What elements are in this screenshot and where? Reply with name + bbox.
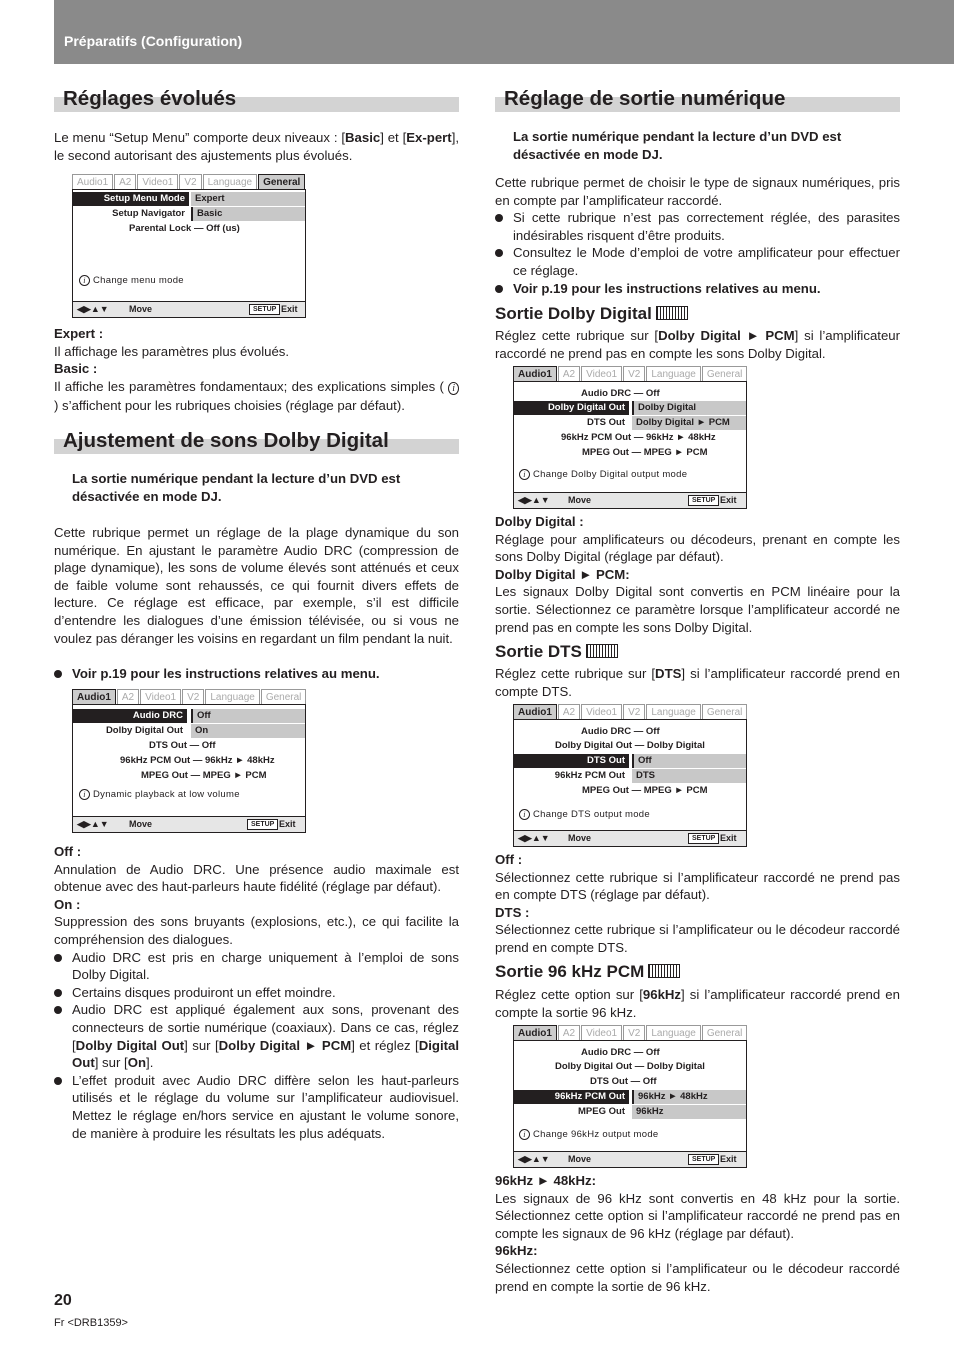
menu-row-value: DTS xyxy=(632,769,746,783)
desc-off: Sélectionnez cette rubrique si l’amplificateur raccordé ne prend pas en compte DTS (réglage par défaut). xyxy=(495,869,900,903)
text: Le menu “Setup Menu” comporte deux niveaux : [ xyxy=(54,130,346,145)
menu-row: MPEG Out — MPEG ► PCM xyxy=(582,447,708,458)
tab-v2: V2 xyxy=(182,689,204,705)
term-96khz: 96kHz: xyxy=(495,1243,538,1259)
text: Réglez cette option sur [ xyxy=(495,987,643,1002)
normal-mode-icon xyxy=(656,306,688,320)
menu-row: Audio DRC — Off xyxy=(581,1047,660,1058)
menu-row-value: Off xyxy=(632,754,746,768)
pcm-definitions xyxy=(495,1172,900,1295)
arrows-icon: ◀▶▲▼ xyxy=(77,304,109,314)
exit-label: Exit xyxy=(279,819,296,829)
tab-audio1: Audio1 xyxy=(72,174,113,190)
tab-language: Language xyxy=(203,174,258,190)
text: Il affiche les paramètres fondamentaux; des explications simples ( xyxy=(54,378,449,394)
text: Dolby Digital ► PCM xyxy=(218,1037,352,1053)
info-line xyxy=(519,466,687,484)
menu-row-label: Setup Menu Mode xyxy=(73,192,189,206)
menu-row: MPEG Out — MPEG ► PCM xyxy=(582,785,708,796)
screen-bottom-bar xyxy=(514,492,746,508)
screen-bottom-bar xyxy=(73,816,305,832)
text: Réglez cette rubrique sur [ xyxy=(495,328,659,343)
dj-warning: La sortie numérique pendant la lecture d’un DVD est désactivée en mode DJ. xyxy=(513,129,842,162)
menu-row: Dolby Digital Out — Dolby Digital xyxy=(555,740,705,751)
menu-row-value: Off xyxy=(191,709,305,723)
page-number: 20 xyxy=(54,1292,72,1309)
text: DTS xyxy=(655,666,682,681)
tab-v2: V2 xyxy=(623,704,645,720)
tab-audio1: Audio1 xyxy=(72,689,116,705)
menu-row-label: Dolby Digital Out xyxy=(105,725,183,736)
dj-warning: La sortie numérique pendant la lecture d’un DVD est désactivée en mode DJ. xyxy=(72,471,401,504)
menu-row-label: DTS Out xyxy=(514,754,629,768)
menu-row-label: Setup Navigator xyxy=(112,208,185,219)
desc-96khz: Sélectionnez cette option si l’amplificateur ou le décodeur raccordé prend en compte la sortie de 96 kHz. xyxy=(495,1260,900,1294)
text: ] si l’amplificateur raccordé ne prend pas en compte les sons Dolby Digital. xyxy=(495,328,901,361)
screen-bottom-bar xyxy=(514,1151,746,1167)
note-bullet: L’effet produit avec Audio DRC diffère selon les haut-parleurs utilisés et le réglage du volume sur l’amplificateur audiovisuel. Mettez le réglage en/hors service en ajustant le volume sonore, de manière à produire les résultats les plus adéquats. xyxy=(54,1072,459,1142)
info-text: Change 96kHz output mode xyxy=(533,1129,659,1140)
text: Sortie Dolby Digital xyxy=(495,304,652,323)
tab-general: General xyxy=(702,366,748,382)
move-label: Move xyxy=(129,819,153,829)
screen-tabs xyxy=(72,174,306,190)
dolby-out-definitions xyxy=(495,513,900,636)
info-icon: i xyxy=(519,1129,530,1140)
tab-audio1: Audio1 xyxy=(513,704,557,720)
term-on: On : xyxy=(54,896,81,912)
tab-language: Language xyxy=(205,689,260,705)
tab-general: General xyxy=(702,1025,748,1041)
screen-box xyxy=(513,719,747,847)
text: Sortie DTS xyxy=(495,642,582,661)
tab-a2: A2 xyxy=(558,1025,580,1041)
screen-tabs xyxy=(513,366,748,382)
setup-screen-dolby-out xyxy=(513,366,747,509)
dts-intro xyxy=(495,665,900,700)
menu-row-value: Expert xyxy=(191,192,305,206)
subtitle-dts-out xyxy=(495,642,618,662)
desc-dolby-digital: Réglage pour amplificateurs ou décodeurs, prenant en compte les sons Dolby Digital (réglage par défaut). xyxy=(495,531,900,565)
menu-row: Parental Lock — Off (us) xyxy=(129,223,240,234)
tab-v2: V2 xyxy=(623,1025,645,1041)
desc-on: Suppression des sons bruyants (explosions, etc.), ce qui facilite la compréhension des dialogues. xyxy=(54,914,459,947)
screen-box xyxy=(72,704,306,833)
desc-expert: Il affichage les paramètres plus évolués. xyxy=(54,343,290,359)
section-title-dolby: Ajustement de sons Dolby Digital xyxy=(63,429,389,452)
exit-label: Exit xyxy=(281,304,298,314)
intro-text: Cette rubrique permet de choisir le type de signaux numériques, pris en compte par l’amplificateur raccordé. xyxy=(495,175,900,208)
tab-video1: Video1 xyxy=(581,704,622,720)
setup-screen-96khz-out xyxy=(513,1025,747,1168)
arrows-icon: ◀▶▲▼ xyxy=(518,1154,550,1164)
text: Dolby Digital Out xyxy=(75,1037,185,1053)
text: ) s’affichent pour les rubriques choisies (réglage par défaut). xyxy=(54,398,405,414)
term-off: Off : xyxy=(54,844,82,859)
note-bullet: Consultez le Mode d’emploi de votre amplificateur pour effectuer ce réglage. xyxy=(495,244,900,279)
tab-video1: Video1 xyxy=(581,1025,622,1041)
see-menu-note: Voir p.19 pour les instructions relatives au menu. xyxy=(495,280,900,298)
menu-row-value: 96kHz xyxy=(632,1105,746,1119)
info-text: Change menu mode xyxy=(93,275,184,286)
term-dolby-digital: Dolby Digital : xyxy=(495,514,584,529)
section-title-digital-out: Réglage de sortie numérique xyxy=(504,87,786,110)
tab-v2: V2 xyxy=(623,366,645,382)
menu-row: Audio DRC — Off xyxy=(581,726,660,737)
text: ] et [ xyxy=(380,130,407,145)
info-line xyxy=(79,786,240,804)
info-text: Dynamic playback at low volume xyxy=(93,789,240,800)
pcm-intro xyxy=(495,986,900,1021)
tab-a2: A2 xyxy=(114,174,136,190)
setup-button-icon: SETUP xyxy=(688,833,719,844)
info-line xyxy=(519,806,650,824)
header-bar xyxy=(54,0,954,64)
info-line xyxy=(519,1126,659,1144)
term-basic: Basic : xyxy=(54,361,98,377)
tab-a2: A2 xyxy=(558,704,580,720)
advanced-definitions xyxy=(54,325,459,415)
setup-screen-audio-drc xyxy=(72,689,306,833)
subtitle-96khz-out xyxy=(495,962,680,982)
info-icon: i xyxy=(79,275,90,286)
menu-row: MPEG Out — MPEG ► PCM xyxy=(141,770,267,781)
menu-row-label: Dolby Digital Out xyxy=(514,401,629,415)
menu-row-value: Dolby Digital ► PCM xyxy=(632,416,746,430)
text: ], le second autorisant des ajustements plus évolués. xyxy=(54,130,460,163)
tab-audio1: Audio1 xyxy=(513,366,557,382)
menu-row: Dolby Digital Out — Dolby Digital xyxy=(555,1061,705,1072)
note-bullet: Audio DRC est pris en charge uniquement à l’emploi de sons Dolby Digital. xyxy=(54,949,459,984)
info-icon: i xyxy=(519,809,530,820)
menu-row-value: Basic xyxy=(191,207,305,221)
move-label: Move xyxy=(129,304,153,314)
tab-video1: Video1 xyxy=(137,174,178,190)
tab-general: General xyxy=(261,689,307,705)
text: ] si l’amplificateur raccordé prend en compte DTS. xyxy=(495,666,900,699)
tab-a2: A2 xyxy=(558,366,580,382)
term-dolby-pcm: Dolby Digital ► PCM: xyxy=(495,566,630,582)
setup-screen-general xyxy=(72,174,306,318)
tab-language: Language xyxy=(646,704,701,720)
screen-box xyxy=(513,1040,747,1168)
tab-general: General xyxy=(258,174,305,190)
tab-language: Language xyxy=(646,366,701,382)
text: Basic xyxy=(345,130,381,145)
text: Dolby Digital ► PCM xyxy=(658,328,795,343)
section-title-advanced: Réglages évolués xyxy=(63,87,237,110)
screen-tabs xyxy=(513,704,748,720)
menu-row: 96kHz PCM Out — 96kHz ► 48kHz xyxy=(120,755,275,766)
exit-label: Exit xyxy=(720,833,737,843)
dts-definitions xyxy=(495,851,900,957)
screen-tabs xyxy=(513,1025,748,1041)
desc-basic xyxy=(54,378,459,415)
screen-bottom-bar xyxy=(514,830,746,846)
menu-row-label: MPEG Out xyxy=(578,1106,625,1117)
menu-row: Audio DRC — Off xyxy=(581,388,660,399)
text: Audio DRC est appliqué également aux sons, provenant des connecteurs de sortie numérique (coaxiaux). Dans ce cas, réglez [ xyxy=(72,1002,459,1053)
text: ] sur [ xyxy=(94,1055,128,1071)
screen-box xyxy=(513,381,747,509)
arrows-icon: ◀▶▲▼ xyxy=(518,833,550,843)
tab-video1: Video1 xyxy=(581,366,622,382)
setup-button-icon: SETUP xyxy=(249,304,280,315)
menu-row: DTS Out — Off xyxy=(149,740,216,751)
desc-off: Annulation de Audio DRC. Une présence audio maximale est obtenue avec des haut-parleurs haute fidélité (réglage par défaut). xyxy=(54,861,459,895)
note-bullet: Si cette rubrique n’est pas correctement réglée, des parasites indésirables risquent d’être produits. xyxy=(495,209,900,244)
arrows-icon: ◀▶▲▼ xyxy=(518,495,550,505)
desc-dts: Sélectionnez cette rubrique si l’amplificateur ou le décodeur raccordé prend en compte DTS. xyxy=(495,922,900,955)
tab-video1: Video1 xyxy=(140,689,181,705)
menu-row-label: 96kHz PCM Out xyxy=(514,1090,629,1104)
tab-general: General xyxy=(702,704,748,720)
text: On xyxy=(127,1055,147,1071)
header-title: Préparatifs (Configuration) xyxy=(64,33,243,49)
term-96-to-48: 96kHz ► 48kHz: xyxy=(495,1173,597,1188)
screen-box xyxy=(72,189,306,318)
subtitle-dolby-out xyxy=(495,304,688,324)
setup-button-icon: SETUP xyxy=(688,495,719,506)
normal-mode-icon xyxy=(586,644,618,658)
screen-bottom-bar xyxy=(73,301,305,317)
dolby-out-intro xyxy=(495,327,900,362)
doc-code: Fr <DRB1359> xyxy=(54,1317,128,1329)
exit-label: Exit xyxy=(720,495,737,505)
info-icon: i xyxy=(448,382,459,395)
tab-audio1: Audio1 xyxy=(513,1025,557,1041)
info-line xyxy=(79,272,184,290)
screen-tabs xyxy=(72,689,307,705)
note-bullet xyxy=(54,1001,459,1071)
menu-row-value: 96kHz ► 48kHz xyxy=(632,1090,746,1104)
info-icon: i xyxy=(519,469,530,480)
menu-row-label: DTS Out xyxy=(587,417,625,428)
see-menu-note: Voir p.19 pour les instructions relatives au menu. xyxy=(54,665,459,683)
tab-a2: A2 xyxy=(117,689,139,705)
setup-screen-dts-out xyxy=(513,704,747,847)
desc-96-to-48: Les signaux de 96 kHz sont convertis en 48 kHz pour la sortie. Sélectionnez cette option si l’amplificateur raccordé ne prend pas en compte les signaux de 96 kHz (réglage par défaut). xyxy=(495,1190,900,1241)
setup-button-icon: SETUP xyxy=(247,819,278,830)
text: ] si l’amplificateur raccordé prend en compte la sortie 96 kHz. xyxy=(495,987,900,1020)
move-label: Move xyxy=(568,833,592,843)
dolby-intro: Cette rubrique permet un réglage de la plage dynamique du son numérique. En ajustant le paramètre Audio DRC (compression de plage dynamique), les sons de volume élevés sont atténués et ceux de faible volume sont rehaussés, ce qui fournit divers effets de lecture. Ce réglage est efficace, par exemple, s’il est difficile d’entendre les dialogues d’une émission télévisée, ou si vous ne voulez pas déranger les voisins en regardant un film pendant la nuit. xyxy=(54,525,459,646)
term-off: Off : xyxy=(495,852,523,867)
info-text: Change DTS output mode xyxy=(533,809,650,820)
text: ] et réglez [ xyxy=(351,1037,419,1053)
tab-v2: V2 xyxy=(179,174,201,190)
menu-row-value: Dolby Digital xyxy=(632,401,746,415)
advanced-intro xyxy=(54,129,459,164)
arrows-icon: ◀▶▲▼ xyxy=(77,819,109,829)
info-text: Change Dolby Digital output mode xyxy=(533,469,688,480)
text: ]. xyxy=(146,1055,154,1071)
text: Ex-pert xyxy=(406,130,452,145)
menu-row-label: Audio DRC xyxy=(73,709,187,723)
exit-label: Exit xyxy=(720,1154,737,1164)
note-bullet: Certains disques produiront un effet moindre. xyxy=(54,984,459,1002)
text: 96kHz xyxy=(642,987,682,1002)
text: Sortie 96 kHz PCM xyxy=(495,962,645,981)
digital-out-intro xyxy=(495,174,900,297)
menu-row-label: 96kHz PCM Out xyxy=(554,770,625,781)
term-expert: Expert : xyxy=(54,326,104,341)
text: Digital Out xyxy=(72,1037,459,1071)
text: ] sur [ xyxy=(184,1037,219,1053)
setup-button-icon: SETUP xyxy=(688,1154,719,1165)
audio-drc-definitions xyxy=(54,843,459,1142)
menu-row: 96kHz PCM Out — 96kHz ► 48kHz xyxy=(561,432,716,443)
term-dts: DTS : xyxy=(495,904,530,920)
menu-row-value: On xyxy=(191,724,305,738)
tab-language: Language xyxy=(646,1025,701,1041)
menu-row: DTS Out — Off xyxy=(590,1076,657,1087)
desc-dolby-pcm: Les signaux Dolby Digital sont convertis en PCM linéaire pour la sortie. Sélectionnez ce paramètre lorsque l’amplificateur accordé ne prend pas en compte les sons Dolby Digital. xyxy=(495,584,900,635)
move-label: Move xyxy=(568,495,592,505)
normal-mode-icon xyxy=(648,964,680,978)
move-label: Move xyxy=(568,1154,592,1164)
text: Réglez cette rubrique sur [ xyxy=(495,666,656,681)
info-icon: i xyxy=(79,789,90,800)
